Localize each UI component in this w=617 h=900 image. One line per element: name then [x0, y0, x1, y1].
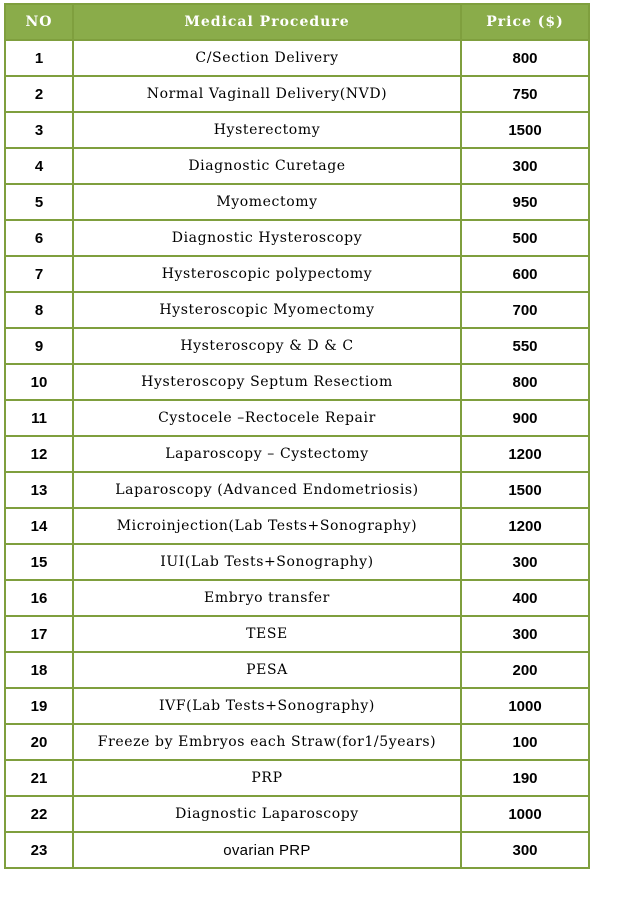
procedure-price: 800: [461, 364, 589, 400]
table-header-row: [5, 4, 589, 40]
row-number: 19: [5, 688, 73, 724]
procedure-price: 900: [461, 400, 589, 436]
procedure-name: IVF(Lab Tests+Sonography): [73, 688, 461, 724]
row-number: 2: [5, 76, 73, 112]
procedure-name: ovarian PRP: [73, 832, 461, 868]
procedure-price: 1000: [461, 688, 589, 724]
table-row: [5, 652, 589, 688]
procedure-price: 750: [461, 76, 589, 112]
procedure-name: Laparoscopy – Cystectomy: [73, 436, 461, 472]
procedure-price: 1200: [461, 436, 589, 472]
table-row: [5, 364, 589, 400]
procedure-price: 1500: [461, 472, 589, 508]
procedure-price: 700: [461, 292, 589, 328]
procedure-price: 300: [461, 616, 589, 652]
row-number: 3: [5, 112, 73, 148]
procedure-name: Hysteroscopy Septum Resectiom: [73, 364, 461, 400]
procedure-name: TESE: [73, 616, 461, 652]
procedure-name: Diagnostic Laparoscopy: [73, 796, 461, 832]
procedure-name: Hysterectomy: [73, 112, 461, 148]
procedure-price: 1200: [461, 508, 589, 544]
procedure-name: Embryo transfer: [73, 580, 461, 616]
procedure-name: Hysteroscopy & D & C: [73, 328, 461, 364]
procedure-name: IUI(Lab Tests+Sonography): [73, 544, 461, 580]
procedure-price: 100: [461, 724, 589, 760]
row-number: 15: [5, 544, 73, 580]
table-row: [5, 76, 589, 112]
procedure-price: 950: [461, 184, 589, 220]
procedure-name: Laparoscopy (Advanced Endometriosis): [73, 472, 461, 508]
row-number: 11: [5, 400, 73, 436]
procedure-price: 300: [461, 544, 589, 580]
procedure-name: Cystocele –Rectocele Repair: [73, 400, 461, 436]
row-number: 23: [5, 832, 73, 868]
procedure-name: Myomectomy: [73, 184, 461, 220]
table-row: [5, 148, 589, 184]
table-row: [5, 508, 589, 544]
table-row: [5, 400, 589, 436]
row-number: 6: [5, 220, 73, 256]
table-row: [5, 796, 589, 832]
header-price: Price ($): [461, 4, 589, 40]
table-row: [5, 112, 589, 148]
procedure-price: 300: [461, 832, 589, 868]
row-number: 14: [5, 508, 73, 544]
table-row: [5, 436, 589, 472]
table-row: [5, 760, 589, 796]
row-number: 8: [5, 292, 73, 328]
row-number: 18: [5, 652, 73, 688]
row-number: 21: [5, 760, 73, 796]
procedure-name: Diagnostic Hysteroscopy: [73, 220, 461, 256]
procedure-name: Hysteroscopic polypectomy: [73, 256, 461, 292]
table-row: [5, 328, 589, 364]
table-row: [5, 832, 589, 868]
table-row: [5, 256, 589, 292]
table-row: [5, 688, 589, 724]
row-number: 10: [5, 364, 73, 400]
row-number: 4: [5, 148, 73, 184]
table-row: [5, 472, 589, 508]
procedure-price: 300: [461, 148, 589, 184]
procedure-price: 400: [461, 580, 589, 616]
procedure-price: 190: [461, 760, 589, 796]
procedure-price: 600: [461, 256, 589, 292]
table-row: [5, 292, 589, 328]
procedure-name: PRP: [73, 760, 461, 796]
procedure-name: Diagnostic Curetage: [73, 148, 461, 184]
procedure-name: Hysteroscopic Myomectomy: [73, 292, 461, 328]
table-row: [5, 616, 589, 652]
procedure-price: 550: [461, 328, 589, 364]
procedure-price: 1000: [461, 796, 589, 832]
row-number: 12: [5, 436, 73, 472]
procedure-price: 200: [461, 652, 589, 688]
table-row: [5, 580, 589, 616]
row-number: 1: [5, 40, 73, 76]
procedure-name: PESA: [73, 652, 461, 688]
procedure-name: Freeze by Embryos each Straw(for1/5years): [73, 724, 461, 760]
procedure-name: C/Section Delivery: [73, 40, 461, 76]
procedure-name: Normal Vaginall Delivery(NVD): [73, 76, 461, 112]
row-number: 7: [5, 256, 73, 292]
row-number: 22: [5, 796, 73, 832]
table-row: [5, 184, 589, 220]
procedure-name: Microinjection(Lab Tests+Sonography): [73, 508, 461, 544]
table-row: [5, 544, 589, 580]
table-row: [5, 724, 589, 760]
procedure-price: 800: [461, 40, 589, 76]
price-table-container: [4, 3, 588, 869]
table-row: [5, 220, 589, 256]
row-number: 16: [5, 580, 73, 616]
procedure-price: 500: [461, 220, 589, 256]
row-number: 20: [5, 724, 73, 760]
header-no: NO: [5, 4, 73, 40]
row-number: 13: [5, 472, 73, 508]
row-number: 9: [5, 328, 73, 364]
header-procedure: Medical Procedure: [73, 4, 461, 40]
procedure-price: 1500: [461, 112, 589, 148]
table-row: [5, 40, 589, 76]
procedure-price-table: [4, 3, 590, 869]
row-number: 17: [5, 616, 73, 652]
row-number: 5: [5, 184, 73, 220]
